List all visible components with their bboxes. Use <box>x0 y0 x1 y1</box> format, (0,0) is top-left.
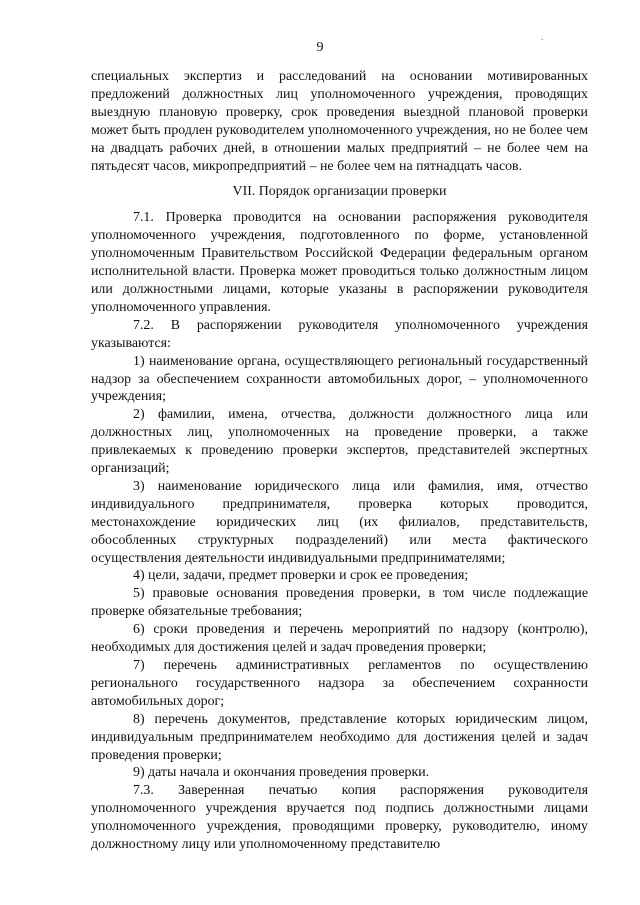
page-number: 9 <box>316 40 324 55</box>
list-item-4: 4) цели, задачи, предмет проверки и срок ее проведения; <box>133 568 469 584</box>
section-heading: VII. Порядок организации проверки <box>232 184 447 200</box>
list-item-6: 6) сроки проведения и перечень мероприятий по надзору (контролю), необходимых для достижения целей и задач проведения проверки; <box>91 622 588 656</box>
document-body <box>91 68 588 854</box>
list-item-8: 8) перечень документов, представление которых юридическим лицом, индивидуальным предпринимателем необходимо для достижения целей и задач проведения проверки; <box>91 711 588 763</box>
list-item-9: 9) даты начала и окончания проведения проверки. <box>133 765 430 781</box>
list-item-7: 7) перечень административных регламентов по осуществлению регионального государственного надзора за обеспечением сохранности автомобильных дорог; <box>91 658 588 709</box>
paragraph-7-1: 7.1. Проверка проводится на основании распоряжения руководителя уполномоченного учреждения, подготовленного по форме, установленной уполномоченным Правительством Российской Федерации федеральным органом исполнительной власти. Проверка может проводиться только должностным лицом или должностными лицами, которые указаны в распоряжении руководителя уполномоченного управления. <box>91 210 588 315</box>
paragraph-7-2: 7.2. В распоряжении руководителя уполномоченного учреждения указываются: <box>91 317 588 351</box>
corner-mark: . <box>541 32 544 43</box>
carry-over-paragraph: специальных экспертиз и расследований на основании мотивированных предложений должностных лиц уполномоченного учреждения, проводящих выездную плановую проверку, срок проведения выездной плановой проверки может быть продлен руководителем уполномоченного учреждения, но не более чем на двадцать рабочих дней, в отношении малых предприятий – не более чем на пятьдесят часов, микропредприятий – не более чем на пятнадцать часов. <box>91 69 588 174</box>
list-item-1: 1) наименование органа, осуществляющего региональный государственный надзор за обеспечением сохранности автомобильных дорог, – уполномоченного учреждения; <box>91 353 588 405</box>
list-item-2: 2) фамилии, имена, отчества, должности должностного лица или должностных лиц, уполномоченных на проведение проверки, а также привлекаемых к проведению проверки экспертов, представителей экспертных организаций; <box>91 407 588 477</box>
paragraph-7-3: 7.3. Заверенная печатью копия распоряжения руководителя уполномоченного учреждения вручается под подпись должностными лицами уполномоченного учреждения, проводящими проверку, руководителю, иному должностному лицу или уполномоченному представителю <box>91 783 588 853</box>
list-item-5: 5) правовые основания проведения проверки, в том числе подлежащие проверке обязательные требования; <box>91 586 588 620</box>
list-item-3: 3) наименование юридического лица или фамилия, имя, отчество индивидуального предпринимателя, проверка которых проводится, местонахождение юридических лиц (их филиалов, представительств, обособленных структурных подразделений) или места фактического осуществления деятельности индивидуальными предпринимателями; <box>91 478 588 566</box>
